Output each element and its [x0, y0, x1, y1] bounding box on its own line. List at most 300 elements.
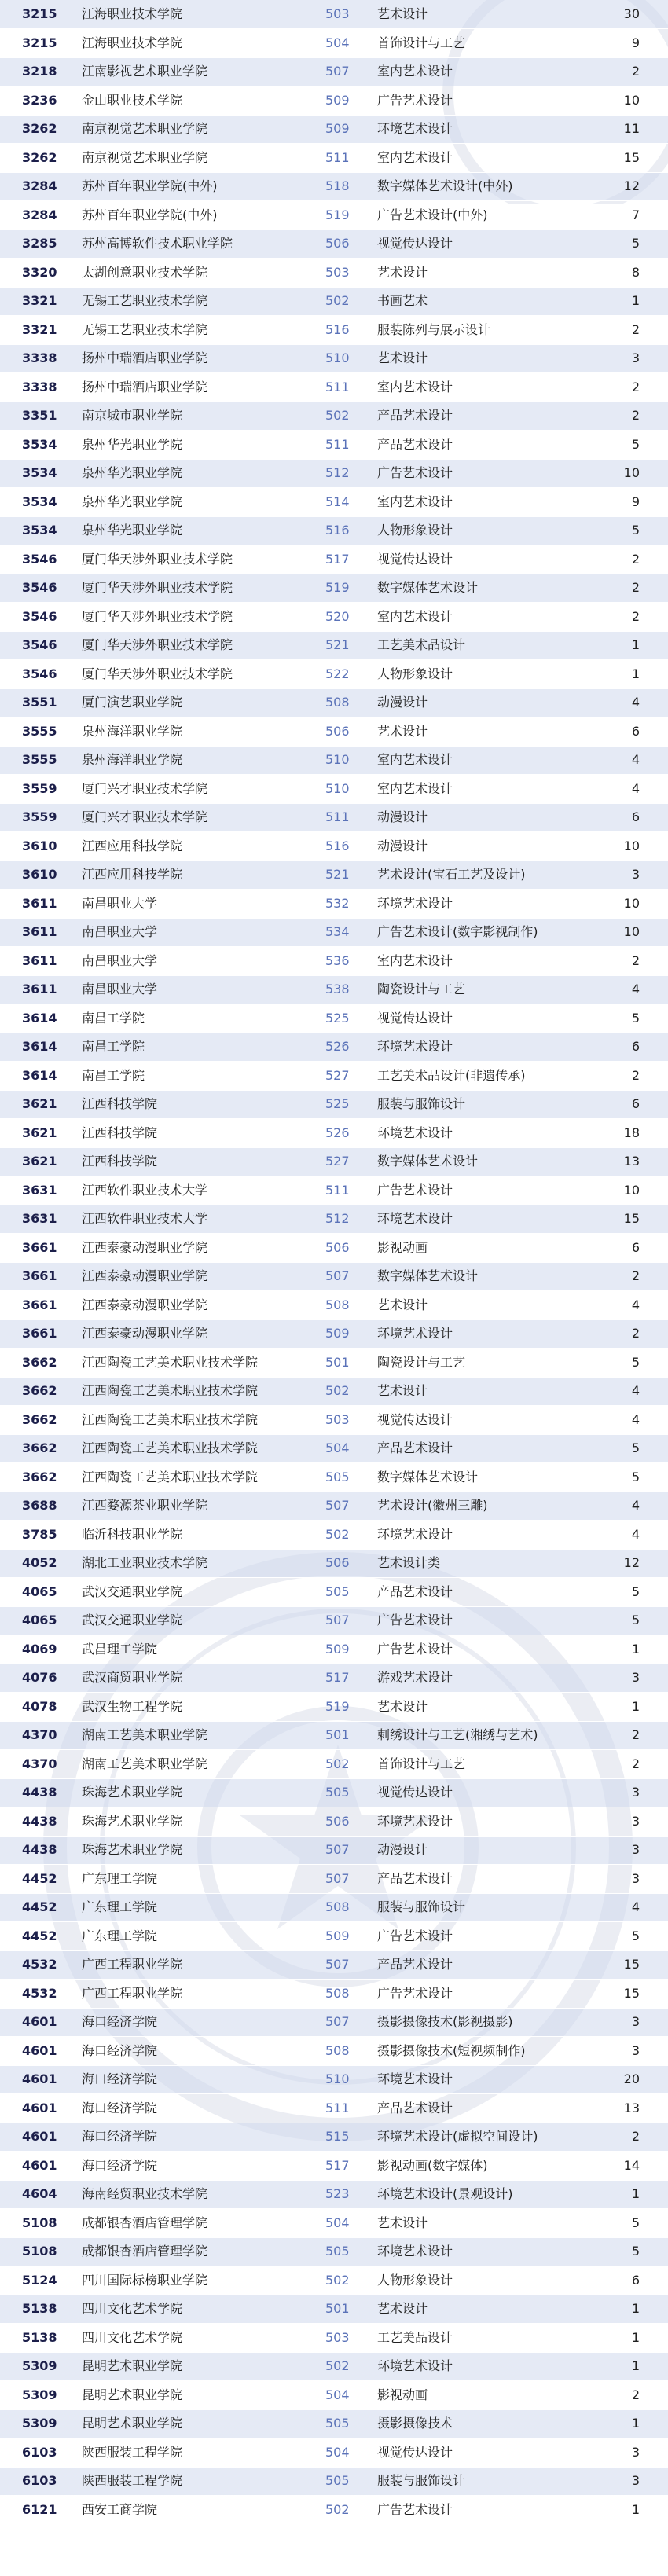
major-name: 艺术设计 [369, 1693, 605, 1722]
table-row [0, 1922, 668, 1951]
school-code: 4601 [0, 2065, 79, 2094]
school-name: 海口经济学院 [79, 2065, 322, 2094]
major-name: 艺术设计 [369, 717, 605, 747]
table-row [0, 201, 668, 230]
major-name: 环境艺术设计 [369, 1205, 605, 1234]
school-code: 4370 [0, 1750, 79, 1779]
school-code: 3546 [0, 631, 79, 660]
major-name: 艺术设计 [369, 2295, 605, 2324]
major-code: 521 [322, 861, 369, 890]
major-name: 产品艺术设计 [369, 402, 605, 431]
table-row [0, 1062, 668, 1091]
plan-count: 4 [605, 1291, 668, 1320]
plan-count: 2 [605, 57, 668, 86]
plan-count: 7 [605, 201, 668, 230]
school-name: 泉州海洋职业学院 [79, 717, 322, 747]
major-name: 服装与服饰设计 [369, 2467, 605, 2496]
plan-count: 2 [605, 2381, 668, 2410]
school-name: 厦门华天涉外职业技术学院 [79, 545, 322, 574]
school-code: 3614 [0, 1004, 79, 1033]
school-code: 3785 [0, 1521, 79, 1550]
major-name: 人物形象设计 [369, 660, 605, 689]
table-row [0, 861, 668, 890]
school-code: 4452 [0, 1922, 79, 1951]
school-name: 苏州百年职业学院(中外) [79, 201, 322, 230]
major-name: 室内艺术设计 [369, 603, 605, 632]
plan-count: 18 [605, 1119, 668, 1148]
major-name: 影视动画 [369, 1234, 605, 1263]
major-name: 室内艺术设计 [369, 488, 605, 517]
plan-count: 4 [605, 1492, 668, 1521]
school-code: 3611 [0, 947, 79, 976]
major-name: 服装与服饰设计 [369, 1090, 605, 1119]
plan-count: 1 [605, 1693, 668, 1722]
school-name: 西安工商学院 [79, 2496, 322, 2525]
table-row [0, 1635, 668, 1664]
major-name: 数字媒体艺术设计 [369, 1262, 605, 1291]
plan-count: 5 [605, 1606, 668, 1635]
school-name: 昆明艺术职业学院 [79, 2352, 322, 2381]
table-row [0, 775, 668, 804]
plan-count: 2 [605, 402, 668, 431]
major-code: 502 [322, 2496, 369, 2525]
plan-count: 10 [605, 459, 668, 488]
table-row [0, 1606, 668, 1635]
school-name: 海口经济学院 [79, 2152, 322, 2181]
school-name: 南京视觉艺术职业学院 [79, 115, 322, 144]
table-row [0, 832, 668, 861]
school-code: 3351 [0, 402, 79, 431]
table-row [0, 1291, 668, 1320]
major-code: 516 [322, 832, 369, 861]
table-row [0, 746, 668, 775]
school-name: 四川文化艺术学院 [79, 2295, 322, 2324]
major-code: 516 [322, 516, 369, 545]
major-name: 视觉传达设计 [369, 229, 605, 259]
table-row [0, 1807, 668, 1837]
major-name: 广告艺术设计 [369, 86, 605, 116]
major-name: 产品艺术设计 [369, 431, 605, 460]
plan-count: 3 [605, 2008, 668, 2037]
major-code: 507 [322, 1492, 369, 1521]
major-code: 506 [322, 229, 369, 259]
major-name: 动漫设计 [369, 688, 605, 717]
school-code: 3631 [0, 1205, 79, 1234]
table-row [0, 1463, 668, 1492]
school-code: 3610 [0, 832, 79, 861]
table-row [0, 947, 668, 976]
major-name: 艺术设计(徽州三雕) [369, 1492, 605, 1521]
plan-count: 5 [605, 2209, 668, 2238]
school-name: 太湖创意职业技术学院 [79, 259, 322, 288]
table-row [0, 259, 668, 288]
table-row [0, 2094, 668, 2123]
major-name: 人物形象设计 [369, 516, 605, 545]
school-name: 海口经济学院 [79, 2094, 322, 2123]
table-row [0, 688, 668, 717]
plan-count: 3 [605, 2438, 668, 2468]
school-name: 厦门兴才职业技术学院 [79, 803, 322, 832]
table-row [0, 1319, 668, 1349]
table-row [0, 459, 668, 488]
table-row [0, 1004, 668, 1033]
major-name: 影视动画(数字媒体) [369, 2152, 605, 2181]
major-code: 509 [322, 1319, 369, 1349]
school-code: 3546 [0, 574, 79, 603]
school-name: 临沂科技职业学院 [79, 1521, 322, 1550]
table-row [0, 660, 668, 689]
school-code: 3621 [0, 1147, 79, 1176]
major-name: 首饰设计与工艺 [369, 1750, 605, 1779]
major-code: 511 [322, 373, 369, 402]
table-row [0, 1262, 668, 1291]
school-code: 6103 [0, 2467, 79, 2496]
table-row [0, 1349, 668, 1378]
major-name: 产品艺术设计 [369, 1865, 605, 1894]
major-name: 艺术设计 [369, 2209, 605, 2238]
major-code: 515 [322, 2123, 369, 2152]
school-code: 3534 [0, 431, 79, 460]
plan-count: 2 [605, 1750, 668, 1779]
school-code: 3611 [0, 890, 79, 919]
school-name: 南昌职业大学 [79, 890, 322, 919]
table-row [0, 1147, 668, 1176]
major-code: 509 [322, 1635, 369, 1664]
plan-count: 13 [605, 1147, 668, 1176]
school-code: 5138 [0, 2295, 79, 2324]
major-code: 509 [322, 1922, 369, 1951]
school-code: 4604 [0, 2180, 79, 2209]
school-code: 3661 [0, 1319, 79, 1349]
school-name: 广东理工学院 [79, 1865, 322, 1894]
school-name: 南昌职业大学 [79, 947, 322, 976]
school-code: 3534 [0, 488, 79, 517]
plan-count: 4 [605, 1377, 668, 1406]
table-row [0, 1865, 668, 1894]
school-code: 4065 [0, 1606, 79, 1635]
table-row [0, 603, 668, 632]
school-code: 3614 [0, 1033, 79, 1062]
school-name: 广东理工学院 [79, 1922, 322, 1951]
major-code: 519 [322, 1693, 369, 1722]
school-name: 泉州华光职业学院 [79, 516, 322, 545]
major-name: 刺绣设计与工艺(湘绣与艺术) [369, 1721, 605, 1750]
table-row [0, 2496, 668, 2525]
school-code: 3236 [0, 86, 79, 116]
table-row [0, 1377, 668, 1406]
major-name: 视觉传达设计 [369, 2438, 605, 2468]
major-code: 505 [322, 2237, 369, 2266]
school-name: 无锡工艺职业技术学院 [79, 287, 322, 316]
school-code: 3321 [0, 316, 79, 345]
plan-count: 4 [605, 688, 668, 717]
major-code: 508 [322, 2037, 369, 2066]
school-name: 金山职业技术学院 [79, 86, 322, 116]
table-row [0, 2123, 668, 2152]
plan-count: 2 [605, 603, 668, 632]
table-row [0, 287, 668, 316]
major-code: 502 [322, 287, 369, 316]
school-name: 江西应用科技学院 [79, 832, 322, 861]
school-name: 江西陶瓷工艺美术职业技术学院 [79, 1463, 322, 1492]
major-code: 510 [322, 775, 369, 804]
school-name: 珠海艺术职业学院 [79, 1778, 322, 1807]
table-row [0, 2037, 668, 2066]
major-name: 室内艺术设计 [369, 775, 605, 804]
major-name: 艺术设计 [369, 344, 605, 373]
school-name: 珠海艺术职业学院 [79, 1836, 322, 1865]
major-code: 525 [322, 1090, 369, 1119]
major-name: 视觉传达设计 [369, 1004, 605, 1033]
school-name: 广西工程职业学院 [79, 1980, 322, 2009]
school-code: 5124 [0, 2266, 79, 2295]
major-code: 526 [322, 1033, 369, 1062]
major-code: 506 [322, 1807, 369, 1837]
school-name: 江海职业技术学院 [79, 29, 322, 58]
table-row [0, 1578, 668, 1607]
table-row [0, 2409, 668, 2438]
major-code: 504 [322, 29, 369, 58]
major-name: 动漫设计 [369, 832, 605, 861]
school-name: 厦门兴才职业技术学院 [79, 775, 322, 804]
table-row [0, 144, 668, 173]
table-row [0, 1750, 668, 1779]
major-code: 505 [322, 2409, 369, 2438]
school-code: 3338 [0, 373, 79, 402]
major-code: 508 [322, 1980, 369, 2009]
school-name: 海口经济学院 [79, 2037, 322, 2066]
plan-count: 3 [605, 1807, 668, 1837]
plan-count: 4 [605, 1893, 668, 1922]
plan-count: 2 [605, 1721, 668, 1750]
major-code: 516 [322, 316, 369, 345]
school-code: 3215 [0, 0, 79, 29]
school-code: 4601 [0, 2037, 79, 2066]
table-row [0, 402, 668, 431]
school-name: 江西泰豪动漫职业学院 [79, 1291, 322, 1320]
major-code: 502 [322, 2266, 369, 2295]
table-row [0, 1176, 668, 1205]
school-code: 3661 [0, 1291, 79, 1320]
school-code: 3546 [0, 545, 79, 574]
major-name: 室内艺术设计 [369, 746, 605, 775]
major-code: 517 [322, 2152, 369, 2181]
major-code: 502 [322, 402, 369, 431]
major-code: 506 [322, 717, 369, 747]
school-name: 泉州海洋职业学院 [79, 746, 322, 775]
major-code: 508 [322, 1893, 369, 1922]
school-name: 南昌职业大学 [79, 975, 322, 1004]
plan-count: 5 [605, 1578, 668, 1607]
school-name: 江西泰豪动漫职业学院 [79, 1319, 322, 1349]
major-name: 环境艺术设计(景观设计) [369, 2180, 605, 2209]
school-code: 3555 [0, 746, 79, 775]
major-code: 502 [322, 1750, 369, 1779]
plan-count: 1 [605, 631, 668, 660]
plan-count: 15 [605, 144, 668, 173]
major-code: 501 [322, 2295, 369, 2324]
major-name: 产品艺术设计 [369, 1578, 605, 1607]
plan-count: 3 [605, 2467, 668, 2496]
school-name: 江海职业技术学院 [79, 0, 322, 29]
school-code: 5108 [0, 2237, 79, 2266]
plan-count: 15 [605, 1980, 668, 2009]
school-name: 广东理工学院 [79, 1893, 322, 1922]
plan-count: 2 [605, 316, 668, 345]
major-name: 环境艺术设计 [369, 1807, 605, 1837]
major-name: 工艺美术品设计(非遗传承) [369, 1062, 605, 1091]
school-name: 厦门华天涉外职业技术学院 [79, 574, 322, 603]
plan-count: 2 [605, 1062, 668, 1091]
table-row [0, 1205, 668, 1234]
school-code: 3662 [0, 1463, 79, 1492]
school-code: 5138 [0, 2324, 79, 2353]
major-name: 广告艺术设计 [369, 459, 605, 488]
school-name: 武汉生物工程学院 [79, 1693, 322, 1722]
major-code: 507 [322, 1836, 369, 1865]
major-code: 503 [322, 2324, 369, 2353]
table-row [0, 1521, 668, 1550]
table-row [0, 631, 668, 660]
school-code: 4532 [0, 1950, 79, 1980]
school-name: 江西陶瓷工艺美术职业技术学院 [79, 1434, 322, 1463]
table-row [0, 2237, 668, 2266]
major-name: 产品艺术设计 [369, 2094, 605, 2123]
plan-count: 5 [605, 229, 668, 259]
table-row [0, 1033, 668, 1062]
school-name: 陕西服装工程学院 [79, 2467, 322, 2496]
table-row [0, 975, 668, 1004]
plan-count: 4 [605, 1521, 668, 1550]
school-code: 6121 [0, 2496, 79, 2525]
major-name: 室内艺术设计 [369, 947, 605, 976]
plan-count: 10 [605, 918, 668, 947]
school-name: 南京城市职业学院 [79, 402, 322, 431]
school-code: 3284 [0, 172, 79, 201]
school-code: 3661 [0, 1262, 79, 1291]
major-code: 504 [322, 2438, 369, 2468]
school-name: 海口经济学院 [79, 2008, 322, 2037]
plan-count: 2 [605, 545, 668, 574]
major-name: 动漫设计 [369, 803, 605, 832]
plan-count: 6 [605, 803, 668, 832]
school-code: 3611 [0, 918, 79, 947]
major-code: 527 [322, 1062, 369, 1091]
major-name: 产品艺术设计 [369, 1434, 605, 1463]
table-row [0, 316, 668, 345]
major-code: 512 [322, 459, 369, 488]
table-row [0, 1950, 668, 1980]
major-name: 服装与服饰设计 [369, 1893, 605, 1922]
school-code: 5309 [0, 2352, 79, 2381]
major-name: 产品艺术设计 [369, 1950, 605, 1980]
school-code: 3555 [0, 717, 79, 747]
table-row [0, 1693, 668, 1722]
major-code: 503 [322, 1406, 369, 1435]
school-code: 3218 [0, 57, 79, 86]
major-name: 环境艺术设计 [369, 1521, 605, 1550]
major-name: 服装陈列与展示设计 [369, 316, 605, 345]
school-code: 4370 [0, 1721, 79, 1750]
major-code: 511 [322, 803, 369, 832]
school-name: 武昌理工学院 [79, 1635, 322, 1664]
plan-count: 10 [605, 86, 668, 116]
major-code: 517 [322, 545, 369, 574]
major-code: 503 [322, 259, 369, 288]
plan-count: 10 [605, 832, 668, 861]
school-code: 3688 [0, 1492, 79, 1521]
table-row [0, 1119, 668, 1148]
school-code: 3661 [0, 1234, 79, 1263]
table-row [0, 2152, 668, 2181]
major-name: 艺术设计 [369, 1377, 605, 1406]
school-name: 江西陶瓷工艺美术职业技术学院 [79, 1406, 322, 1435]
major-name: 环境艺术设计(虚拟空间设计) [369, 2123, 605, 2152]
major-name: 动漫设计 [369, 1836, 605, 1865]
table-row [0, 229, 668, 259]
plan-count: 1 [605, 2324, 668, 2353]
school-code: 3262 [0, 115, 79, 144]
table-row [0, 1234, 668, 1263]
plan-count: 5 [605, 1349, 668, 1378]
major-code: 508 [322, 688, 369, 717]
major-code: 505 [322, 1463, 369, 1492]
major-name: 摄影摄像技术 [369, 2409, 605, 2438]
plan-count: 11 [605, 115, 668, 144]
school-name: 江西软件职业技术大学 [79, 1205, 322, 1234]
major-name: 室内艺术设计 [369, 373, 605, 402]
plan-count: 3 [605, 1664, 668, 1693]
school-code: 4601 [0, 2094, 79, 2123]
table-row [0, 2324, 668, 2353]
major-code: 507 [322, 57, 369, 86]
school-name: 四川国际标榜职业学院 [79, 2266, 322, 2295]
plan-count: 5 [605, 1434, 668, 1463]
plan-count: 1 [605, 2352, 668, 2381]
table-row [0, 2352, 668, 2381]
plan-count: 6 [605, 1090, 668, 1119]
major-code: 507 [322, 2008, 369, 2037]
school-code: 6103 [0, 2438, 79, 2468]
school-name: 武汉商贸职业学院 [79, 1664, 322, 1693]
major-code: 536 [322, 947, 369, 976]
plan-count: 1 [605, 2295, 668, 2324]
school-code: 3551 [0, 688, 79, 717]
major-code: 504 [322, 1434, 369, 1463]
table-row [0, 2008, 668, 2037]
plan-count: 2 [605, 373, 668, 402]
plan-count: 1 [605, 2180, 668, 2209]
major-code: 520 [322, 603, 369, 632]
table-row [0, 1664, 668, 1693]
school-code: 3321 [0, 287, 79, 316]
table-row [0, 717, 668, 747]
major-code: 527 [322, 1147, 369, 1176]
major-code: 503 [322, 0, 369, 29]
major-code: 501 [322, 1721, 369, 1750]
school-name: 海南经贸职业技术学院 [79, 2180, 322, 2209]
major-name: 广告艺术设计(数字影视制作) [369, 918, 605, 947]
plan-count: 4 [605, 775, 668, 804]
major-name: 视觉传达设计 [369, 545, 605, 574]
major-name: 数字媒体艺术设计 [369, 574, 605, 603]
major-name: 环境艺术设计 [369, 115, 605, 144]
plan-count: 20 [605, 2065, 668, 2094]
table-row [0, 344, 668, 373]
major-name: 艺术设计 [369, 259, 605, 288]
plan-count: 3 [605, 344, 668, 373]
plan-count: 2 [605, 1319, 668, 1349]
